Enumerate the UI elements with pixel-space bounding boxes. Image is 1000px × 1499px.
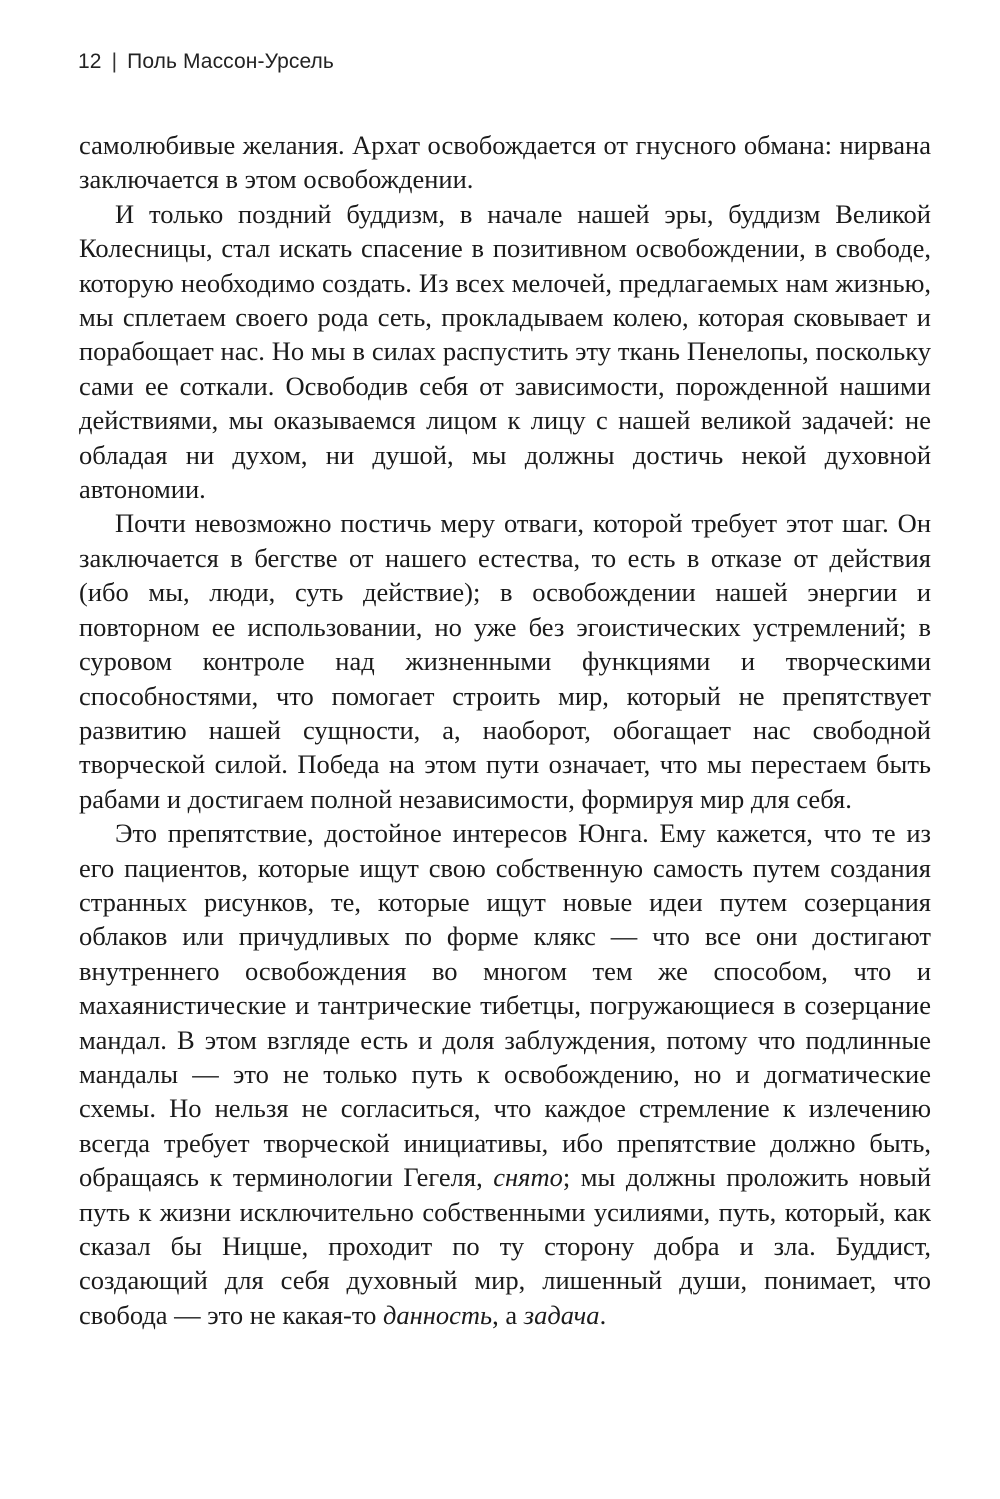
text-segment: .: [599, 1299, 607, 1330]
paragraph-continued: [79, 128, 931, 197]
header-separator: |: [111, 50, 118, 73]
italic-term: данность: [382, 1299, 493, 1330]
italic-term: снято: [493, 1162, 563, 1193]
paragraph: [79, 197, 931, 507]
italic-term: задача: [523, 1299, 600, 1330]
text-segment: Это препятствие, достойное интересов Юнга. Ему кажется, что те из его пациентов, которые ищут свою собственную самость путем создания странных рисунков, те, которые ищут новые идеи путем созерцания облаков или причудливых по форме клякс — что все они достигают внутреннего освобождения во многом тем же способом, что и махаянистические и тантрические тибетцы, погружающиеся в созерцание мандал. В этом взгляде есть и доля заблуждения, потому что подлинные мандалы — это не только путь к освобождению, но и догматические схемы. Но нельзя не согласиться, что каждое стремление к излечению всегда требует творческой инициативы, ибо препятствие должно быть, обращаясь к терминологии Гегеля,: [79, 818, 931, 1193]
author-name: Поль Массон-Урсель: [127, 50, 334, 73]
text-segment: самолюбивые желания. Архат освобождается от гнусного обмана: нирвана заключается в этом освобождении.: [79, 130, 931, 195]
paragraph: [79, 816, 931, 1332]
running-head: [78, 50, 334, 74]
page-number: 12: [78, 50, 102, 73]
text-segment: И только поздний буддизм, в начале нашей эры, буддизм Великой Колесницы, стал искать спасение в позитивном освобождении, в свободе, которую необходимо создать. Из всех мелочей, предлагаемых нам жизнью, мы сплетаем своего рода сеть, прокладываем колею, которая сковывает и порабощает нас. Но мы в силах распустить эту ткань Пенелопы, поскольку сами ее соткали. Освободив себя от зависимости, порожденной нашими действиями, мы оказываемся лицом к лицу с нашей великой задачей: не обладая ни духом, ни душой, мы должны достичь некой духовной автономии.: [79, 198, 931, 505]
paragraph: [79, 506, 931, 816]
text-segment: Почти невозможно постичь меру отваги, которой требует этот шаг. Он заключается в бегстве от нашего естества, то есть в отказе от действия (ибо мы, люди, суть действие); в освобождении нашей энергии и повторном ее использовании, но уже без эгоистических устремлений; в суровом контроле над жизненными функциями и творческими способностями, что помогает строить мир, который не препятствует развитию нашей сущности, а, наоборот, обогащает нас свободной творческой силой. Победа на этом пути означает, что мы перестаем быть рабами и достигаем полной независимости, формируя мир для себя.: [79, 508, 931, 814]
text-segment: , а: [492, 1299, 524, 1330]
body-text: [79, 128, 931, 1332]
text-segment: ; мы должны проложить новый путь к жизни исключительно собственными усилиями, путь, который, как сказал бы Ницше, проходит по ту сторону добра и зла. Буддист, создающий для себя духовный мир, лишенный души, понимает, что свобода — это не какая-то: [79, 1162, 931, 1330]
